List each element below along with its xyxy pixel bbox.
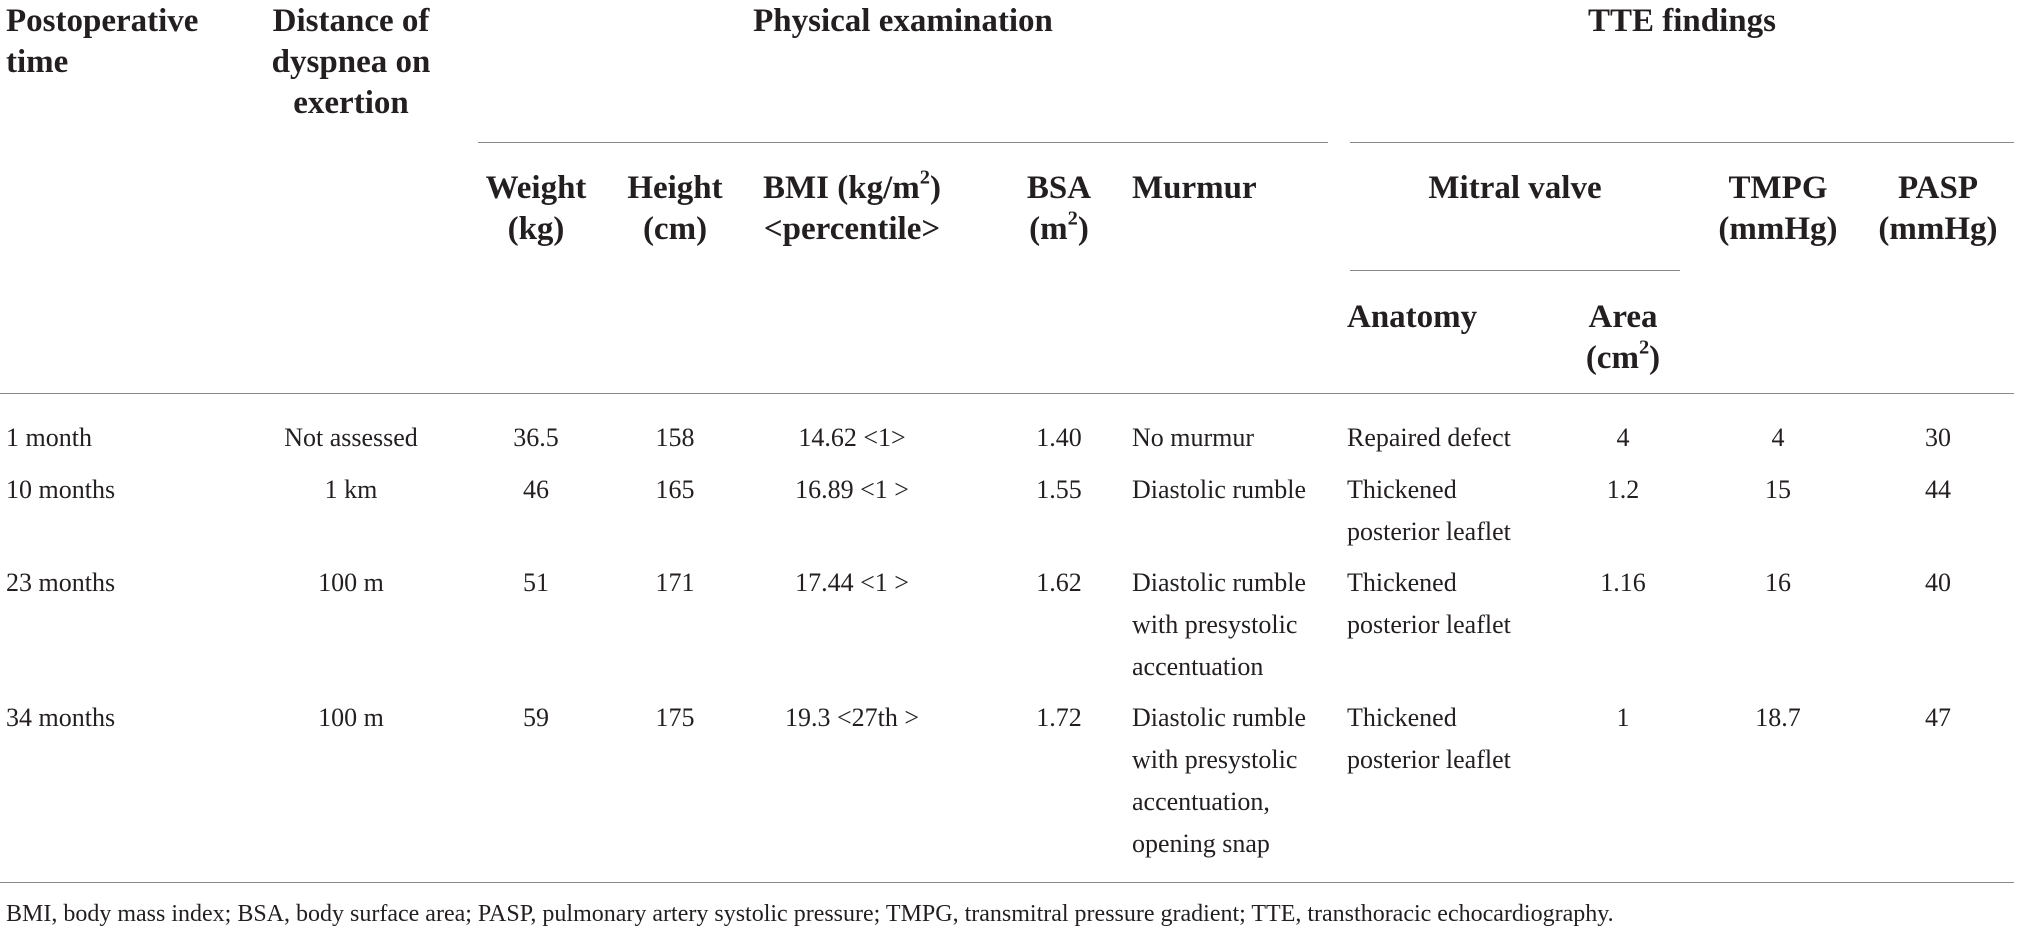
table-row-1-distance: Not assessed [284,423,418,452]
header-text: Height [627,170,723,206]
table-row-3-bmi: 17.44 <1 > [795,568,909,597]
table-row-1-anatomy [1347,417,1511,459]
cell-line: posterior leaflet [1347,517,1511,546]
cell-line: Diastolic rumble [1132,475,1307,504]
table-row-3-height: 171 [655,568,695,597]
cell-line: accentuation [1132,652,1264,681]
table-row-3-tmpg: 16 [1765,568,1791,597]
header-distance-dyspnea [256,1,446,124]
cell-line: Thickened [1347,568,1457,597]
header-text: Postoperative [6,3,199,39]
rule-header-bottom [0,393,2014,394]
table-row-3-time: 23 months [6,568,116,597]
table-row-1-area: 4 [1616,423,1630,452]
header-text: $(cm^2)$ [1585,336,1661,376]
table-row-4-height: 175 [655,703,695,732]
header-text: (mmHg) [1718,211,1838,247]
table-row-2-pasp: 44 [1925,475,1951,504]
table-row-1-pasp: 30 [1925,423,1951,452]
header-text: PASP [1897,170,1979,206]
header-area [1560,297,1686,379]
header-murmur: Murmur [1132,170,1257,206]
table-row-1-weight: 36.5 [513,423,559,452]
rule-physical-examination [478,142,1328,143]
header-text: Area [1588,299,1658,335]
header-text: (cm) [642,211,708,247]
cell-line: Thickened [1347,475,1457,504]
header-tte-findings: TTE findings [1587,3,1776,39]
table-row-4-bmi: 19.3 <27th > [784,703,920,732]
header-text: dyspnea on [271,44,431,80]
table-row-4-bsa: 1.72 [1036,703,1082,732]
table-row-3-weight: 51 [523,568,549,597]
table-row-2-bsa: 1.55 [1036,475,1082,504]
rule-tte-findings [1350,142,2014,143]
cell-line: posterior leaflet [1347,745,1511,774]
cell-line: No murmur [1132,423,1255,452]
table-footnote: BMI, body mass index; BSA, body surface area; PASP, pulmonary artery systolic pressure; TMPG, transmitral pressure gradient; TTE, transthoracic echocardiography. [6,901,1614,927]
table-row-4-time: 34 months [6,703,116,732]
header-physical-examination: Physical examination [753,3,1053,39]
header-text: time [6,44,69,80]
table-row-3-murmur [1132,562,1306,688]
table-row-1-bmi: 14.62 <1> [798,423,906,452]
table-row-4-area: 1 [1616,703,1630,732]
table-row-3-bsa: 1.62 [1036,568,1082,597]
rule-table-bottom [0,882,2014,883]
header-postoperative-time [6,1,198,83]
header-bsa [1004,168,1114,250]
table-row-4-anatomy [1347,697,1511,781]
cell-line: with presystolic [1132,610,1298,639]
header-bmi [722,168,982,250]
table-row-1-murmur [1132,417,1254,459]
table-row-1-height: 158 [655,423,695,452]
table-row-1-bsa: 1.40 [1036,423,1082,452]
table-row-2-area: 1.2 [1606,475,1640,504]
cell-line: Thickened [1347,703,1457,732]
header-height [610,168,740,250]
table-row-1-time: 1 month [6,423,92,452]
table-row-4-pasp: 47 [1925,703,1951,732]
table-row-3-area: 1.16 [1600,568,1646,597]
header-text: BMI $(kg/m^2)$ [763,166,941,206]
header-text: exertion [293,85,409,121]
cell-line: posterior leaflet [1347,610,1511,639]
cell-line: opening snap [1132,829,1270,858]
header-text: <percentile> [763,211,941,247]
table-row-4-weight: 59 [523,703,549,732]
header-text: Distance of [272,3,430,39]
table-row-3-distance: 100 m [318,568,384,597]
table-row-2-murmur [1132,469,1306,511]
header-pasp [1860,168,2016,250]
cell-line: Diastolic rumble [1132,703,1307,732]
header-mitral-valve: Mitral valve [1428,170,1602,206]
cell-line: Diastolic rumble [1132,568,1307,597]
table-row-2-tmpg: 15 [1765,475,1791,504]
cell-line: Repaired defect [1347,423,1511,452]
header-text: TMPG [1728,170,1828,206]
table-row-4-murmur [1132,697,1306,865]
header-text: BSA [1026,170,1092,206]
cell-line: with presystolic [1132,745,1298,774]
table-row-4-distance: 100 m [318,703,384,732]
table-row-2-distance: 1 km [324,475,378,504]
table-row-4-tmpg: 18.7 [1755,703,1801,732]
header-text: (mmHg) [1878,211,1998,247]
header-weight [470,168,602,250]
rule-mitral-valve [1350,270,1680,271]
table-row-2-weight: 46 [523,475,549,504]
table-row-2-time: 10 months [6,475,116,504]
header-text: (kg) [507,211,565,247]
header-text: Weight [485,170,587,206]
header-anatomy: Anatomy [1347,299,1478,335]
table-row-2-bmi: 16.89 <1 > [795,475,909,504]
table-row-2-anatomy [1347,469,1511,553]
header-tmpg [1698,168,1858,250]
table-row-1-tmpg: 4 [1771,423,1785,452]
header-text: $(m^2)$ [1029,207,1089,247]
table-row-3-anatomy [1347,562,1511,646]
table-row-2-height: 165 [655,475,695,504]
table-row-3-pasp: 40 [1925,568,1951,597]
cell-line: accentuation, [1132,787,1270,816]
